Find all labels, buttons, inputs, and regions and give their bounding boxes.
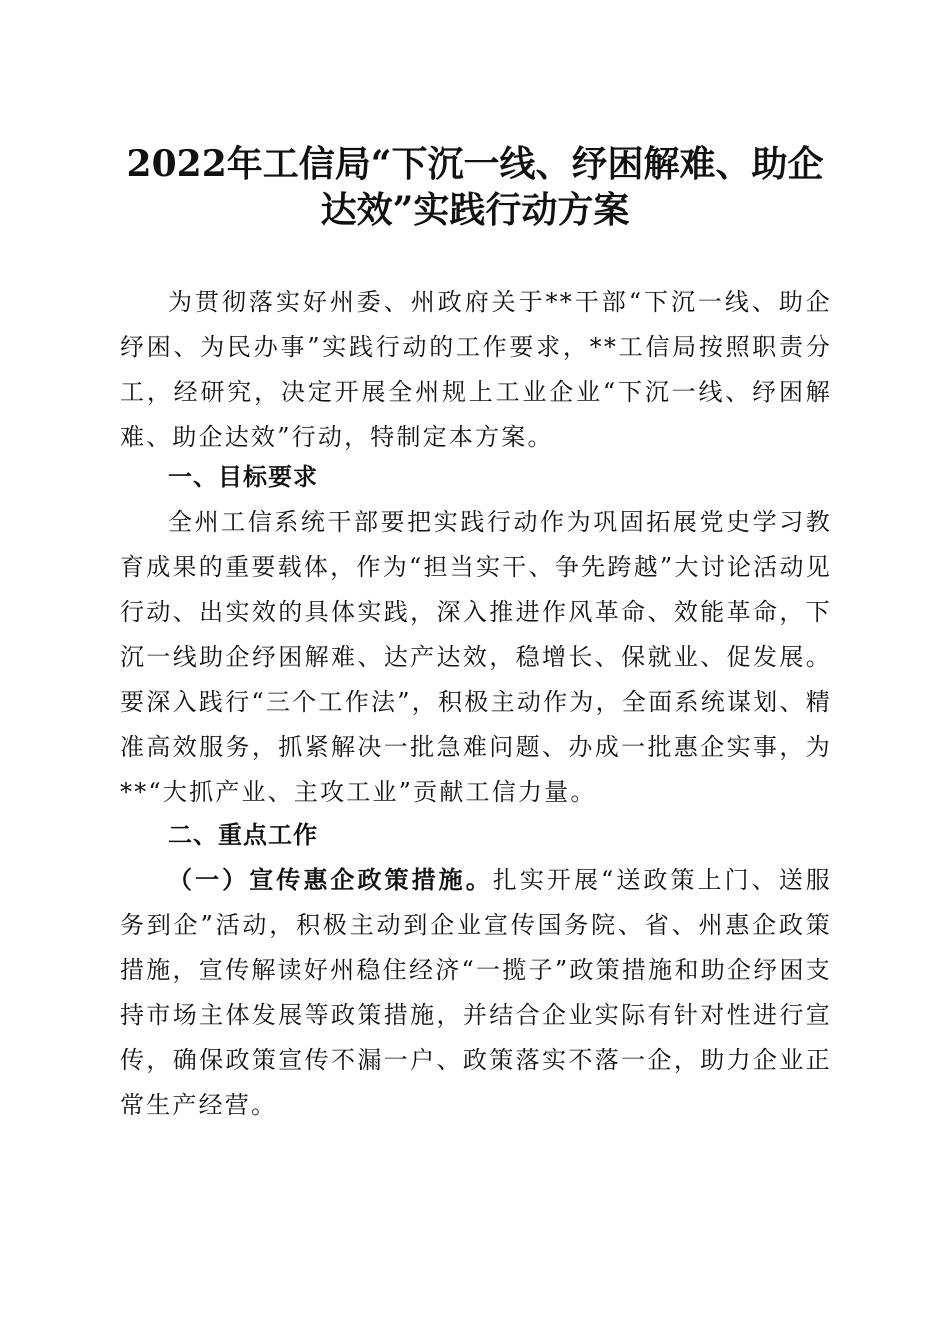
key-work-item-1-paragraph bbox=[120, 858, 832, 1128]
intro-paragraph: 为贯彻落实好州委、州政府关于**干部“下沉一线、助企纾困、为民办事”实践行动的工作要求，**工信局按照职责分工，经研究，决定开展全州规上工业企业“下沉一线、纾困解难、助企达效”行动，特制定本方案。 bbox=[120, 288, 832, 451]
goals-paragraph: 全州工信系统干部要把实践行动作为巩固拓展党史学习教育成果的重要载体，作为“担当实干、争先跨越”大讨论活动见行动、出实效的具体实践，深入推进作风革命、效能革命，下沉一线助企纾困解难、达产达效，稳增长、保就业、促发展。要深入践行“三个工作法”，积极主动作为，全面系统谋划、精准高效服务，抓紧解决一批急难问题、办成一批惠企实事，为**“大抓产业、主攻工业”贡献工信力量。 bbox=[120, 508, 832, 806]
key-work-item-1-lead: （一）宣传惠企政策措施。 bbox=[168, 866, 493, 894]
key-work-item-1-text: 扎实开展“送政策上门、送服务到企”活动，积极主动到企业宣传国务院、省、州惠企政策措施，宣传解读好州稳住经济“一揽子”政策措施和助企纾困支持市场主体发展等政策措施，并结合企业实际有针对性进行宣传，确保政策宣传不漏一户、政策落实不落一企，助力企业正常生产经营。 bbox=[120, 866, 832, 1119]
section-heading-key-work: 二、重点工作 bbox=[168, 821, 318, 849]
document-title-line-2: 达效”实践行动方案 bbox=[320, 189, 630, 231]
document-title-line-1: 2022年工信局“下沉一线、纾困解难、助企 bbox=[126, 143, 824, 185]
section-heading-goals: 一、目标要求 bbox=[168, 463, 318, 491]
